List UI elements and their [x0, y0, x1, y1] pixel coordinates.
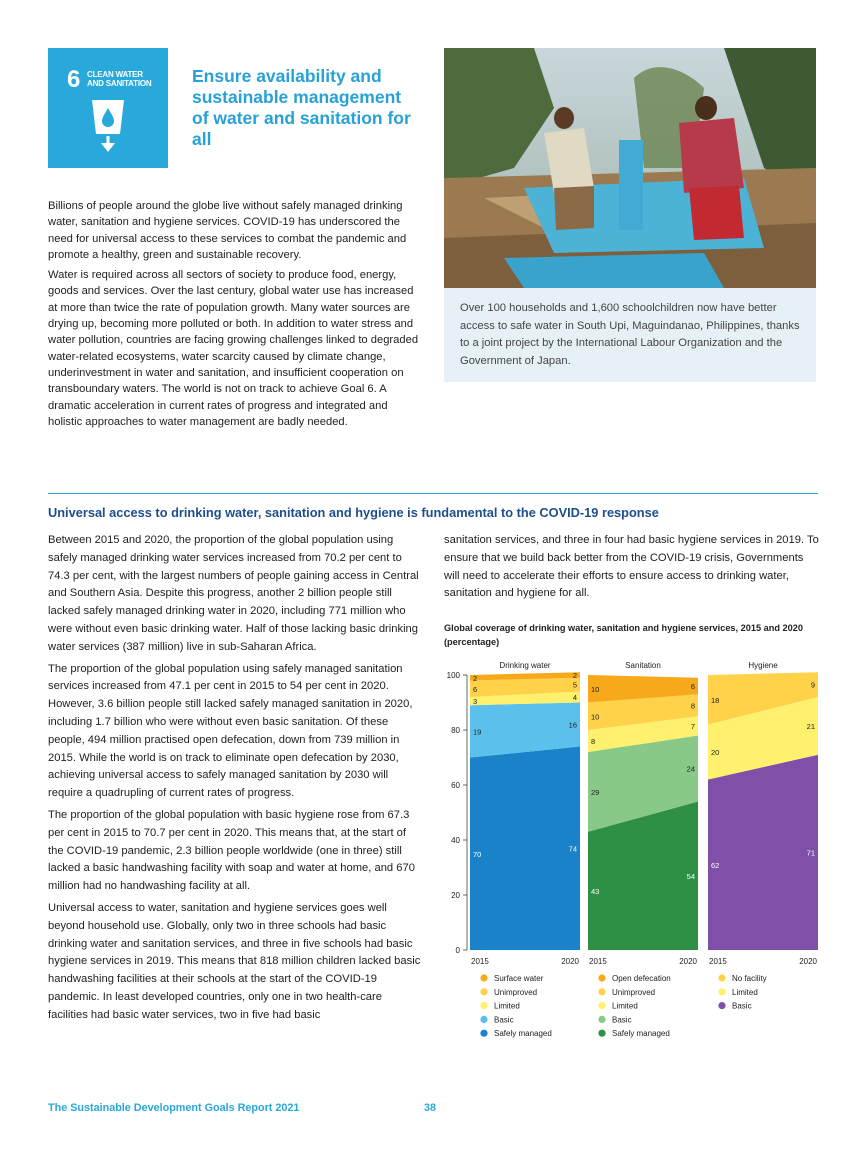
legend-label: Limited — [494, 1001, 520, 1011]
sdg-label — [87, 70, 151, 88]
body-column-left — [48, 532, 424, 1029]
x-tick-label: 2015 — [589, 957, 607, 966]
data-label: 74 — [568, 844, 577, 854]
intro-paragraph: Water is required across all sectors of society to produce food, energy, goods and services. Over the last century, global water use has increased at more than twice the rate of population growth. Many water sources are drying up, becoming more polluted or both. In addition to water stress and water pollution, countries are facing growing challenges linked to degraded water-related ecosystems, water scarcity caused by climate change, underinvestment in water and sanitation, and insufficient cooperation on transboundary waters. The world is not on track to achieve Goal 6. A dramatic acceleration in current rates of progress and integrated and holistic approaches to water management are badly needed. — [48, 269, 419, 428]
x-tick-label: 2020 — [561, 957, 579, 966]
data-label: 2 — [572, 671, 577, 680]
sdg-number: 6 — [67, 66, 81, 93]
legend-label: No facility — [732, 974, 767, 983]
y-tick-label: 100 — [446, 671, 460, 680]
data-label: 54 — [686, 871, 695, 881]
legend-swatch — [718, 1002, 725, 1009]
data-label: 10 — [591, 712, 600, 722]
area-band — [708, 755, 818, 950]
body-paragraph: The proportion of the global population with basic hygiene rose from 67.3 per cent in 2015 to 70.7 per cent in 2020. This means that, at the start of the COVID-19 pandemic, 2.3 billion people worldwide (one in three) still lacked a basic handwashing facility with soap and water at home, and 670 million had no handwashing facility at all. — [48, 808, 415, 893]
data-label: 6 — [690, 682, 695, 691]
data-label: 21 — [806, 721, 815, 731]
data-label: 19 — [473, 727, 482, 737]
section-divider — [48, 493, 818, 494]
legend-swatch — [598, 1030, 605, 1037]
footer-page-number: 38 — [424, 1102, 437, 1114]
legend-swatch — [598, 988, 605, 995]
intro-text — [48, 198, 424, 434]
y-tick-label: 60 — [451, 781, 460, 790]
footer-report-title: The Sustainable Development Goals Report 2021 — [48, 1102, 300, 1114]
data-label: 8 — [591, 737, 596, 746]
data-label: 62 — [711, 860, 720, 870]
legend-label: Open defecation — [612, 974, 671, 983]
panel-title: Drinking water — [499, 661, 551, 670]
y-tick-label: 80 — [451, 726, 460, 735]
y-tick-label: 20 — [451, 891, 460, 900]
legend-label: Limited — [732, 987, 758, 997]
legend-swatch — [718, 988, 725, 995]
data-label: 29 — [591, 787, 600, 797]
data-label: 16 — [568, 720, 577, 730]
x-tick-label: 2020 — [679, 957, 697, 966]
data-label: 20 — [711, 748, 720, 757]
body-paragraph: Between 2015 and 2020, the proportion of the global population using safely managed drinking water services increased from 70.2 per cent to 74.3 per cent, with the largest numbers of people gaining access in Central and Southern Asia. Despite this progress, another 2 billion people still lacked safely managed drinking water in 2020, including 771 million who were without even basic drinking water. Half of those lacking basic drinking water services (387 million) live in sub-Saharan Africa. — [48, 534, 419, 653]
legend-swatch — [598, 974, 605, 981]
chart-title: Global coverage of drinking water, sanitation and hygiene services, 2015 and 2020 (percentage) — [444, 623, 803, 647]
legend-swatch — [480, 1002, 487, 1009]
data-label: 10 — [591, 684, 600, 694]
data-label: 6 — [473, 684, 478, 694]
data-label: 8 — [690, 701, 695, 711]
legend-label: Basic — [494, 1015, 514, 1025]
legend-label: Unimproved — [612, 987, 656, 997]
body-paragraph: Universal access to water, sanitation and hygiene services goes well beyond household use. Globally, only two in three schools had basic drinking water and sanitation services, and three in five schools had basic hygiene services in 2019. This means that 818 million children lacked basic handwashing facilities at their schools at the start of the COVID-19 pandemic. In least developed countries, only one in two health-care facilities had basic water services, two in five had basic — [48, 901, 421, 1021]
coverage-chart — [436, 655, 826, 1047]
panel-title: Sanitation — [625, 661, 661, 670]
area-band — [470, 747, 580, 951]
y-tick-label: 40 — [451, 836, 460, 845]
legend-label: Unimproved — [494, 987, 538, 997]
legend-label: Basic — [732, 1001, 752, 1011]
legend-swatch — [598, 1016, 605, 1023]
data-label: 24 — [686, 764, 695, 774]
data-label: 4 — [572, 693, 577, 702]
sdg-label-line2: AND SANITATION — [87, 79, 152, 88]
panel-title: Hygiene — [748, 661, 778, 670]
goal-title: Ensure availability and sustainable management of water and sanitation for all — [192, 66, 411, 149]
data-label: 3 — [473, 697, 478, 707]
legend-swatch — [480, 1016, 487, 1023]
photo-water-pump — [444, 48, 816, 288]
photo-caption: Over 100 households and 1,600 schoolchildren now have better access to safe water in South Upi, Maguindanao, Philippines, thanks to a joint project by the International Labour Organization and the Government of Japan. — [444, 288, 816, 382]
x-tick-label: 2015 — [471, 957, 489, 966]
data-label: 9 — [810, 680, 815, 690]
data-label: 18 — [711, 695, 720, 705]
legend-swatch — [718, 974, 725, 981]
body-column-right: sanitation services, and three in four had basic hygiene services in 2019. To ensure that we build back better from the COVID-19 crisis, Governments will need to accelerate their efforts to ensure access to drinking water, sanitation and hygiene for all. — [444, 534, 819, 600]
legend-label: Basic — [612, 1015, 632, 1025]
legend-label: Limited — [612, 1001, 638, 1011]
water-glass-icon — [90, 98, 126, 154]
sdg-6-tile — [48, 48, 168, 168]
intro-paragraph: Billions of people around the globe live without safely managed drinking water, sanitation and hygiene services. COVID-19 has underscored the need for universal access to these services to combat the pandemic and promote a healthy, green and sustainable recovery. — [48, 200, 407, 261]
legend-swatch — [480, 988, 487, 995]
legend-swatch — [480, 1030, 487, 1037]
legend-swatch — [598, 1002, 605, 1009]
sdg-label-line1: CLEAN WATER — [87, 70, 143, 79]
data-label: 5 — [572, 680, 577, 690]
y-tick-label: 0 — [455, 946, 460, 955]
data-label: 70 — [473, 849, 482, 859]
x-tick-label: 2015 — [709, 957, 727, 966]
data-label: 7 — [690, 721, 695, 731]
legend-label: Safely managed — [494, 1029, 552, 1039]
legend-label: Safely managed — [612, 1029, 670, 1039]
data-label: 43 — [591, 886, 600, 896]
x-tick-label: 2020 — [799, 957, 817, 966]
data-label: 2 — [473, 673, 478, 683]
body-paragraph: The proportion of the global population using safely managed sanitation services increased from 47.1 per cent in 2015 to 54 per cent in 2020. However, 3.6 billion people still lacked safely managed sanitation in 2020, including 1.7 billion who were without even basic sanitation. Of these people, 494 million practised open defecation, down from 739 million in 2015. While the world is on track to eliminate open defecation by 2030, achieving universal access to safely managed sanitation by 2030 will require a quadrupling of current rates of progress. — [48, 662, 413, 800]
data-label: 71 — [806, 848, 815, 858]
legend-label: Surface water — [494, 974, 544, 983]
section-heading: Universal access to drinking water, sanitation and hygiene is fundamental to the COVID-19 response — [48, 505, 659, 520]
legend-swatch — [480, 974, 487, 981]
